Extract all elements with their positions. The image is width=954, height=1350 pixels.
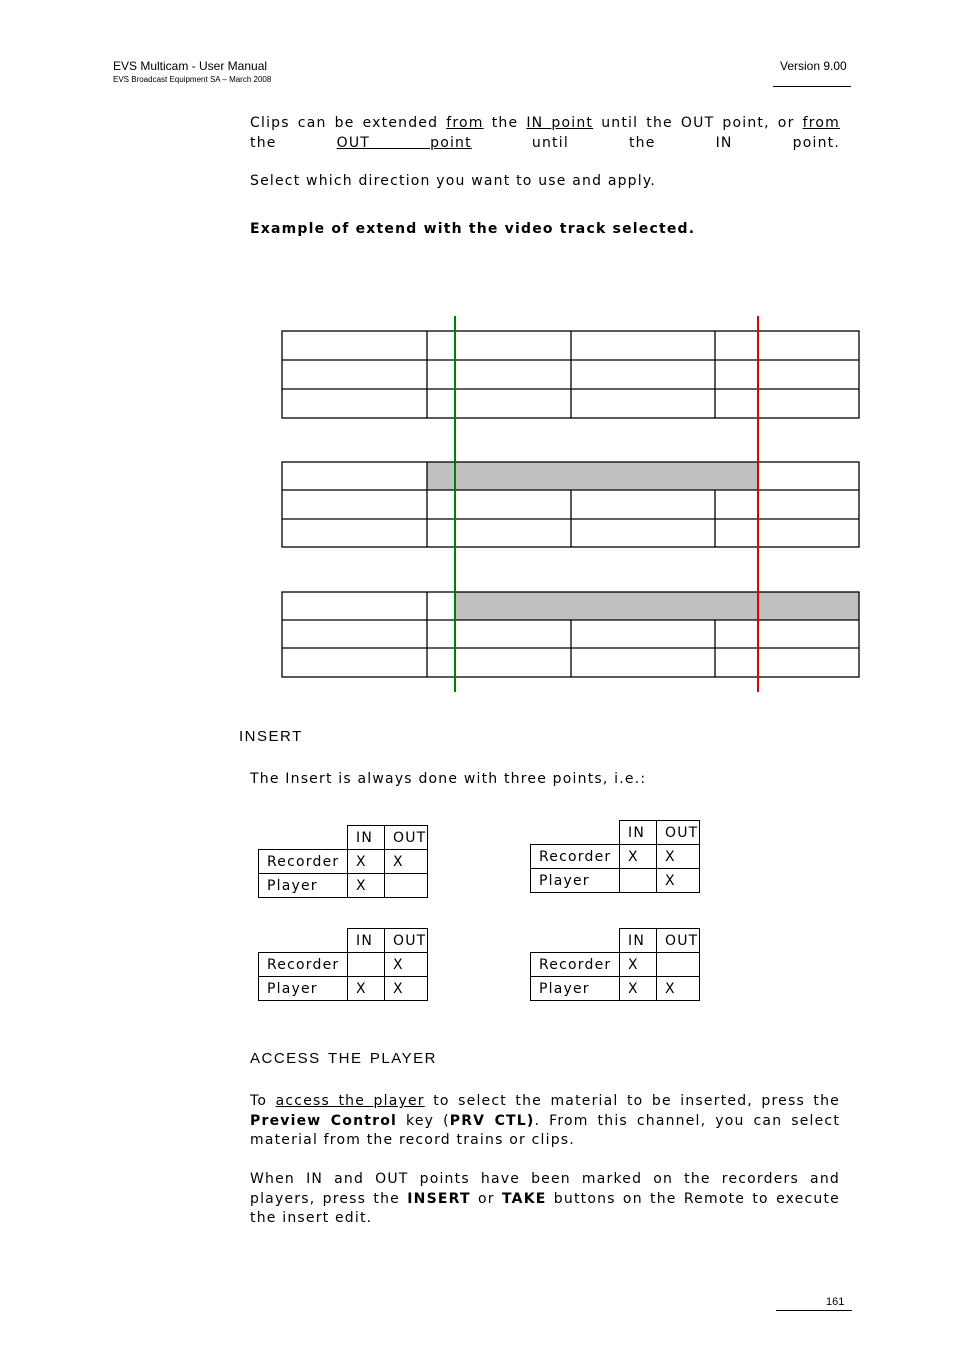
text-span: Clips can be extended xyxy=(250,115,439,131)
insert-table-4 xyxy=(530,928,700,1001)
link-from-1[interactable]: from xyxy=(446,115,484,131)
document-subtitle: EVS Broadcast Equipment SA – March 2008 xyxy=(113,75,272,84)
cell-in: X xyxy=(620,977,657,1001)
document-version: Version 9.00 xyxy=(780,59,847,73)
col-header-in: IN xyxy=(348,929,385,953)
row-label: Recorder xyxy=(259,953,348,977)
document-title: EVS Multicam - User Manual xyxy=(113,59,268,73)
link-in-point[interactable]: IN point xyxy=(526,115,594,131)
cell-out: X xyxy=(385,953,428,977)
access-heading: access the player xyxy=(250,1045,437,1068)
col-header-out: OUT xyxy=(657,821,700,845)
cell-in xyxy=(348,953,385,977)
preview-control-key: Preview Control xyxy=(250,1112,398,1129)
col-header-out: OUT xyxy=(657,929,700,953)
prv-ctl-key: PRV CTL) xyxy=(449,1112,535,1129)
row-label: Recorder xyxy=(531,953,620,977)
table-corner xyxy=(531,821,620,845)
text-span: To xyxy=(250,1093,268,1109)
insert-edit-paragraph xyxy=(250,1170,840,1229)
col-header-in: IN xyxy=(620,821,657,845)
row-label: Player xyxy=(531,869,620,893)
footer-rule xyxy=(776,1310,852,1311)
cell-in xyxy=(620,869,657,893)
link-access-the-player[interactable]: access the player xyxy=(275,1093,425,1109)
cell-in: X xyxy=(620,845,657,869)
cell-out: X xyxy=(657,845,700,869)
text-span: the xyxy=(491,115,519,131)
text-span: until the OUT point, or xyxy=(601,115,795,131)
col-header-in: IN xyxy=(620,929,657,953)
text-span: the xyxy=(250,134,277,151)
row-label: Player xyxy=(531,977,620,1001)
page-number: 161 xyxy=(826,1296,845,1308)
access-paragraph xyxy=(250,1092,840,1151)
cell-out: X xyxy=(385,850,428,874)
text-span: to select the material to be inserted, press the xyxy=(433,1093,840,1109)
row-label: Player xyxy=(259,874,348,898)
row-label: Player xyxy=(259,977,348,1001)
insert-table-1 xyxy=(258,825,428,898)
table-corner xyxy=(259,929,348,953)
cell-out xyxy=(657,953,700,977)
table-corner xyxy=(531,929,620,953)
text-span: When IN and OUT points have been marked on the recorders and players, press the xyxy=(250,1171,840,1207)
cell-out: X xyxy=(657,869,700,893)
extended-segment-fill xyxy=(455,592,859,620)
cell-in: X xyxy=(348,874,385,898)
col-header-out: OUT xyxy=(385,929,428,953)
cell-out: X xyxy=(657,977,700,1001)
extended-segment-fill xyxy=(427,462,758,490)
col-header-out: OUT xyxy=(385,826,428,850)
insert-table-3 xyxy=(258,928,428,1001)
insert-heading: insert xyxy=(239,723,303,746)
cell-out xyxy=(385,874,428,898)
cell-in: X xyxy=(348,977,385,1001)
table-corner xyxy=(259,826,348,850)
cell-out: X xyxy=(385,977,428,1001)
row-label: Recorder xyxy=(259,850,348,874)
text-span: or xyxy=(478,1190,495,1207)
link-out-point[interactable]: OUT point xyxy=(336,134,472,151)
text-span: key ( xyxy=(406,1112,450,1129)
take-button-label: TAKE xyxy=(502,1190,547,1207)
cell-in: X xyxy=(348,850,385,874)
cell-in: X xyxy=(620,953,657,977)
direction-paragraph: Select which direction you want to use and apply. xyxy=(250,173,656,189)
text-span: until the IN point. xyxy=(531,134,840,151)
row-label: Recorder xyxy=(531,845,620,869)
text-span: . From this channel, you can select material from the record trains or clips. xyxy=(250,1112,841,1148)
col-header-in: IN xyxy=(348,826,385,850)
insert-button-label: INSERT xyxy=(407,1190,471,1207)
text-span: buttons on the Remote to execute the insert edit. xyxy=(250,1190,840,1226)
insert-table-2 xyxy=(530,820,700,893)
insert-intro: The Insert is always done with three points, i.e.: xyxy=(250,771,647,787)
example-caption: Example of extend with the video track selected. xyxy=(250,221,696,237)
link-from-2[interactable]: from xyxy=(802,115,840,131)
